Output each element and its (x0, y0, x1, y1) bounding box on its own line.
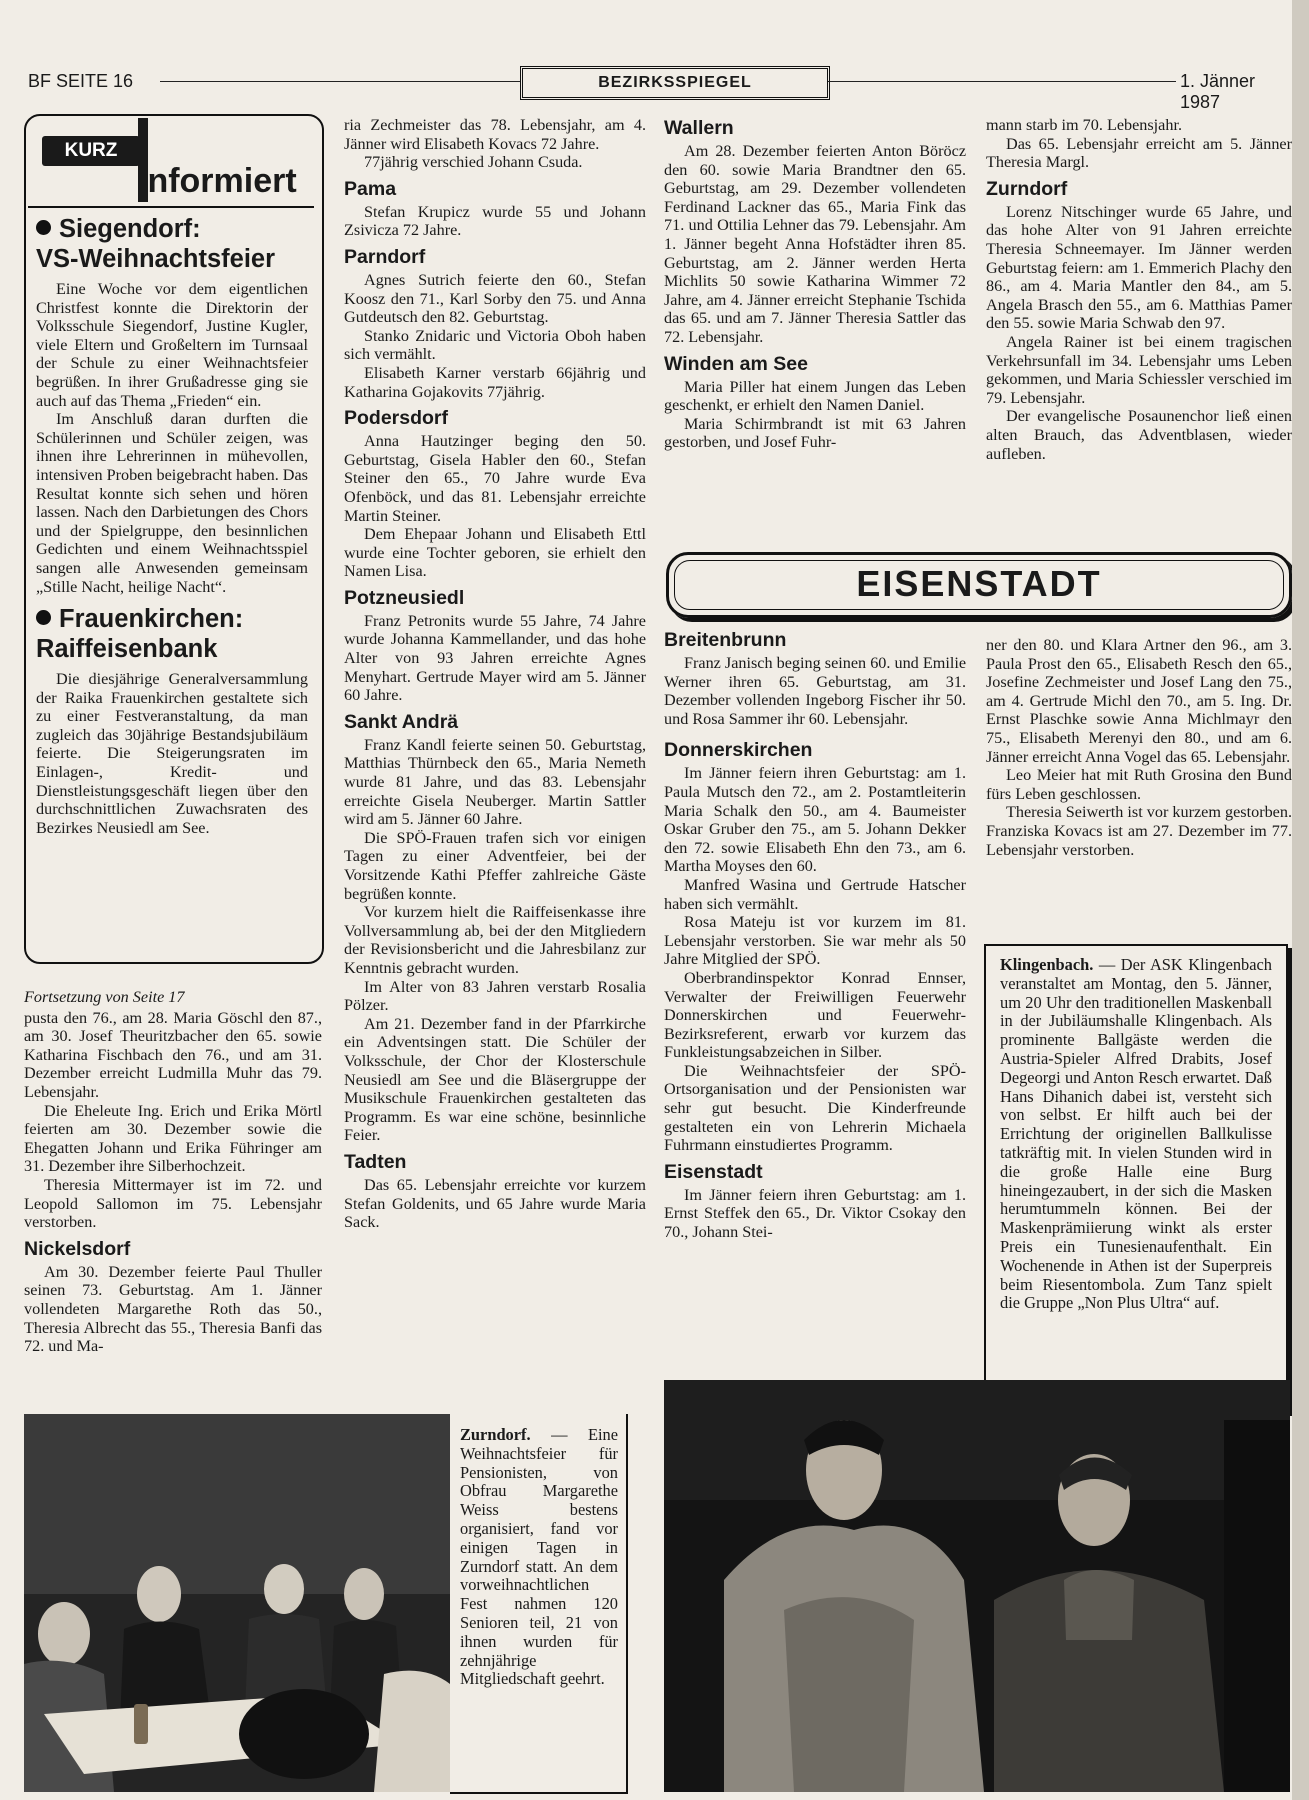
bullet-dot-icon (36, 610, 51, 625)
heading-parndorf: Parndorf (344, 245, 426, 268)
col2-p11: Im Alter von 83 Jahren verstarb Rosalia Pölzer. (344, 977, 646, 1015)
column-3-upper (664, 116, 966, 452)
eis-left-p5: Oberbrandinspektor Konrad Ennser, Verwalter der Freiwilligen Feuerwehr Donnerskirchen und Feuerwehr-Bezirksreferent, erwarb vor kurzem das Funkleistungsabzeichen in Silber. (664, 968, 966, 1062)
eisenstadt-banner (666, 552, 1292, 618)
col2-p1: Stefan Krupicz wurde 55 und Johann Zsivicza 72 Jahre. (344, 202, 646, 240)
col2-p4: Elisabeth Karner verstarb 66jährig und Katharina Gojakovits 77jährig. (344, 363, 646, 401)
klingenbach-text (1000, 956, 1272, 1313)
col4-p3: Der evangelische Posaunenchor ließ einen alten Brauch, das Adventblasen, wieder aufleben. (986, 407, 1292, 463)
klingenbach-photo (664, 1380, 1290, 1792)
zurndorf-caption-lead: Zurndorf. (460, 1425, 531, 1444)
col1-p3: Theresia Mittermayer ist im 72. und Leopold Sallomon im 75. Lebensjahr verstorben. (24, 1175, 322, 1232)
eis-left-p4: Rosa Mateju ist vor kurzem im 81. Lebensjahr verstorben. Sie war mehr als 50 Jahre Mitglied der SPÖ. (664, 913, 966, 969)
col3-p2: Maria Piller hat einem Jungen das Leben geschenkt, er erhielt den Namen Daniel. (664, 377, 966, 415)
col2-p6: Dem Ehepaar Johann und Elisabeth Ettl wurde eine Tochter geboren, sie erhielt den Namen Lisa. (344, 525, 646, 581)
heading-donnerskirchen: Donnerskirchen (664, 739, 813, 762)
eisenstadt-banner-inner (674, 560, 1284, 610)
kurz-logo-block (42, 136, 140, 166)
heading-zurndorf: Zurndorf (986, 177, 1068, 200)
col4-p0: mann starb im 70. Lebensjahr. (986, 116, 1183, 134)
bullet-dot-icon (36, 220, 51, 235)
heading-podersdorf: Podersdorf (344, 407, 449, 430)
col4-p0b: Das 65. Lebensjahr erreicht am 5. Jänner Theresia Margl. (986, 134, 1292, 172)
heading-eisenstadt: Eisenstadt (664, 1160, 763, 1183)
heading-potzneusiedl: Potzneusiedl (344, 586, 465, 609)
header-rule-left (160, 81, 548, 82)
page-number: BF SEITE 16 (28, 71, 134, 91)
informiert-logo-text: informiert (138, 162, 297, 200)
page-edge-shadow (1292, 0, 1309, 1800)
heading-breitenbrunn: Breitenbrunn (664, 629, 787, 651)
kurz-article2-title: Frauenkirchen: Raiffeisenbank (36, 605, 244, 664)
eisenstadt-banner-title: EISENSTADT (856, 563, 1102, 604)
kurz-article1-p1: Eine Woche vor dem eigentlichen Christfest konnte die Direktorin der Volksschule Siegendorf, Justine Kugler, viele Eltern und Großeltern im Turnsaal der Schule zu einer Weihnachtsfeier begrüßen. In ihrer Grußadresse ging sie auch auf das Thema „Frieden“ ein. (36, 280, 308, 410)
col1-p1: pusta den 76., am 28. Maria Göschl den 87., am 30. Josef Theuritzbacher den 65. sowie Katharina Fischbach den 76., und am 31. Dezember erreicht Ludmilla Muhr das 79. Lebensjahr. (24, 1008, 322, 1101)
kurz-column (36, 210, 308, 837)
col2-p0: ria Zechmeister das 78. Lebensjahr, am 4. Jänner wird Elisabeth Kovacs 72 Jahre. (344, 116, 646, 153)
heading-winden: Winden am See (664, 352, 808, 375)
kurz-article2-p1: Die diesjährige Generalversammlung der Raika Frauenkirchen gestaltete sich zu einer Festveranstaltung, da man zugleich das 30jährige Bestandsjubiläum feierte. Die Steigerungsraten im Einlagen-, Kredit- und Dienstleistungsgeschäft liegen über den durchschnittlichen Zuwachsraten des Bezirkes Neusiedl am See. (36, 670, 308, 837)
col2-p3: Stanko Znidaric und Victoria Oboh haben sich vermählt. (344, 326, 646, 364)
col1-p2: Die Eheleute Ing. Erich und Erika Mörtl feierten am 30. Dezember sowie die Ehegatten Johann und Erika Führinger am 31. Dezember ihre Silberhochzeit. (24, 1101, 322, 1176)
col1-p4: Am 30. Dezember feierte Paul Thuller seinen 73. Geburtstag. Am 1. Jänner vollendeten Margarethe Roth das 50., Theresia Albrecht das 55., Theresia Banfi das 72. und Ma- (24, 1262, 322, 1356)
klingenbach-box (984, 944, 1288, 1412)
page-header (28, 66, 1298, 112)
kurz-logo-text: KURZ (64, 140, 118, 161)
col4-p2: Angela Rainer ist bei einem tragischen Verkehrsunfall im 34. Lebensjahr ums Leben gekommen, und Maria Schiessler verschied im 79. Lebensjahr. (986, 332, 1292, 407)
eis-left-p3: Manfred Wasina und Gertrude Hatscher haben sich vermählt. (664, 875, 966, 913)
col2-p8: Franz Kandl feierte seinen 50. Geburtstag, Matthias Thürnbeck den 65., Maria Nemeth wurde 81 Jahre, und das 83. Lebensjahr erreichte Gisela Neuberger. Martin Sattler wird am 5. Jänner 60 Jahre. (344, 735, 646, 829)
kurz-article1-title: Siegendorf: VS-Weihnachtsfeier (36, 215, 276, 273)
col2-p10: Vor kurzem hielt die Raiffeisenkasse ihre Vollversammlung ab, bei der den Mitgliedern der Revisionsbericht und die Jahresbilanz zur Kenntnis gebracht wurden. (344, 903, 646, 977)
column-4-upper (986, 116, 1292, 463)
header-rule-right (828, 81, 1176, 82)
eisenstadt-right-column (986, 636, 1292, 859)
klingenbach-body: — Der ASK Klingenbach veranstaltet am Montag, den 5. Jänner, um 20 Uhr den traditionellen Maskenball in der Jubiläumshalle Klingenbach. Als prominente Ballgäste werden die Austria-Spieler Alfred Drabits, Josef Degeorgi und Anton Resch erwartet. Daß Hans Dihanich dabei ist, versteht sich von selbst. Er hilft auch bei der Errichtung der originellen Ballkulisse tatkräftig mit. In vielen Stunden wird in die große Halle eine Burg hineingezaubert, in der sich die Masken herumtummeln können. Bei der Maskenprämiierung winkt als erster Preis ein Tunesienaufenthalt. Ein Wochenende in Athen ist der Superpreis beim Riesentombola. Zum Tanz spielt die Gruppe „Non Plus Ultra“ auf. (1000, 955, 1272, 1313)
kurz-article1-p2: Im Anschluß daran durften die Schülerinnen und Schüler zeigen, was ihnen ihre Lehrerinnen in mühevollen, intensiven Proben beigebracht haben. Das Resultat konnte sich sehen und hören lassen. Nach den Darbietungen des Chors und der Spielgruppe, den besinnlichen Gedichten und einem Weihnachtsspiel sangen alle Anwesenden gemeinsam „Stille Nacht, heilige Nacht“. (36, 410, 308, 596)
zurndorf-caption-body: — Eine Weihnachtsfeier für Pensionisten, von Obfrau Margarethe Weiss bestens organisiert, fand vor einigen Tagen in Zurndorf statt. An dem vorweihnachtlichen Fest nahmen 120 Senioren teil, 21 von ihnen wurden für zehnjährige Mitgliedschaft geehrt. (460, 1425, 618, 1689)
col3-p1: Am 28. Dezember feierten Anton Böröcz den 60. sowie Maria Brandtner den 65. Geburtstag, am 29. Dezember vollendeten Ferdinand Lackner das 65., Maria Fink das 71. und Ottilia Lehner das 79. Lebensjahr. Am 1. Jänner begeht Anna Hofstädter ihren 85. Geburtstag, am 2. Jänner werden Herta Michlits 50 sowie Katharina Wimmer 72 Jahre, am 4. Jänner erreicht Stephanie Tschida das 65. und am 7. Jänner Theresia Sattler das 72. Lebensjahr. (664, 142, 966, 346)
zurndorf-photo (24, 1414, 450, 1792)
kurz-logo-underline (28, 206, 314, 208)
heading-pama: Pama (344, 177, 397, 200)
heading-tadten: Tadten (344, 1150, 407, 1173)
col2-p7: Franz Petronits wurde 55 Jahre, 74 Jahre wurde Johanna Kammellander, und das hohe Alter von 93 Jahren erreichte Agnes Menyhart. Gertrude Mayer wird am 5. Jänner 60 Jahre. (344, 611, 646, 705)
col3-p3: Maria Schirmbrandt ist mit 63 Jahren gestorben, und Josef Fuhr- (664, 414, 966, 452)
eis-left-p7: Im Jänner feiern ihren Geburtstag: am 1. Ernst Steffek den 65., Dr. Viktor Csokay den 70., Johann Stei- (664, 1185, 966, 1242)
eisenstadt-left-column (664, 628, 966, 1242)
issue-date: 1. Jänner 1987 (1180, 71, 1256, 112)
klingenbach-photo-image (664, 1380, 1290, 1792)
zurndorf-photo-image (24, 1414, 450, 1792)
heading-nickelsdorf: Nickelsdorf (24, 1237, 131, 1260)
col2-p0b: 77jährig verschied Johann Csuda. (364, 153, 583, 172)
zurndorf-caption (460, 1426, 618, 1689)
eis-left-p1: Franz Janisch beging seinen 60. und Emilie Werner ihren 65. Geburtstag, am 31. Dezember vollenden Ingeborg Fischer ihr 50. und Rosa Sammer ihr 60. Lebensjahr. (664, 654, 966, 728)
column-2 (344, 116, 646, 1232)
continued-from-note: Fortsetzung von Seite 17 (24, 988, 185, 1006)
col2-p9: Die SPÖ-Frauen trafen sich vor einigen Tagen zu einer Adventfeier, bei der Vorsitzende Kathi Pfeffer zahlreiche Gäste begrüßen konnte. (344, 828, 646, 903)
zurndorf-caption-box (450, 1414, 628, 1794)
heading-wallern: Wallern (664, 117, 734, 139)
eis-left-p6: Die Weihnachtsfeier der SPÖ-Ortsorganisation und der Pensionisten war sehr gut besucht. Die Kinderfreunde gestalteten ein von Lehrerin Michaela Fuhrmann einstudiertes Programm. (664, 1061, 966, 1155)
section-title: BEZIRKSSPIEGEL (598, 74, 752, 91)
eis-right-p3: Theresia Seiwerth ist vor kurzem gestorben. Franziska Kovacs ist am 27. Dezember im 77. Lebensjahr verstorben. (986, 803, 1292, 859)
heading-sankt-andrae: Sankt Andrä (344, 710, 459, 733)
col2-p5: Anna Hautzinger beging den 50. Geburtstag, Gisela Habler den 60., Stefan Steiner den 65., 70 Jahre wurde Eva Ofenböck, und das 81. Lebensjahr erreichte Martin Steiner. (344, 432, 646, 525)
eis-left-p2: Im Jänner feiern ihren Geburtstag: am 1. Paula Mutsch den 72., am 2. Postamtleiterin Maria Schalk den 50., am 4. Baumeister Oskar Gruber den 75., am 5. Johann Dekker den 72. sowie Elisabeth Ehn den 73., am 6. Martha Moyses den 60. (664, 764, 966, 876)
kurz-logo (28, 118, 318, 210)
eis-right-p1: ner den 80. und Klara Artner den 96., am 3. Paula Prost den 65., Elisabeth Resch den 65., Josefine Zechmeister und Josef Lang den 75., am 4. Gertrude Michl den 70., am 5. Ing. Dr. Ernst Plaschke sowie Anna Michlmayr den 75., Elisabeth Merenyi den 80., und am 6. Jänner erreicht Anna Vogel das 65. Lebensjahr. (986, 636, 1292, 766)
col4-p1: Lorenz Nitschinger wurde 65 Jahre, und das hohe Alter von 91 Jahren erreichte Theresia Schneemayer. Im Jänner werden Geburtstag feiern: am 1. Emmerich Plachy den 86., am 4. Maria Mantler den 84., am 5. Angela Brasch den 55., am 6. Matthias Pamer den 55. sowie Maria Schwab den 97. (986, 202, 1292, 333)
eis-right-p2: Leo Meier hat mit Ruth Grosina den Bund fürs Leben geschlossen. (986, 766, 1292, 803)
col2-p12: Am 21. Dezember fand in der Pfarrkirche ein Adventsingen statt. Die Schüler der Volksschule, der Chor der Klosterschule Neusiedl am See und die Bläsergruppe der Musikschule Frauenkirchen gestalteten das Programm. Es war eine schöne, besinnliche Feier. (344, 1014, 646, 1145)
col2-p2: Agnes Sutrich feierte den 60., Stefan Koosz den 71., Karl Sorby den 75. und Anna Gutdeutsch den 82. Geburtstag. (344, 270, 646, 327)
column-1-lower (24, 988, 322, 1356)
klingenbach-lead: Klingenbach. (1000, 955, 1094, 974)
col2-p13: Das 65. Lebensjahr erreichte vor kurzem Stefan Goldenits, und 65 Jahre wurde Maria Sack. (344, 1175, 646, 1232)
section-title-box (520, 66, 830, 100)
